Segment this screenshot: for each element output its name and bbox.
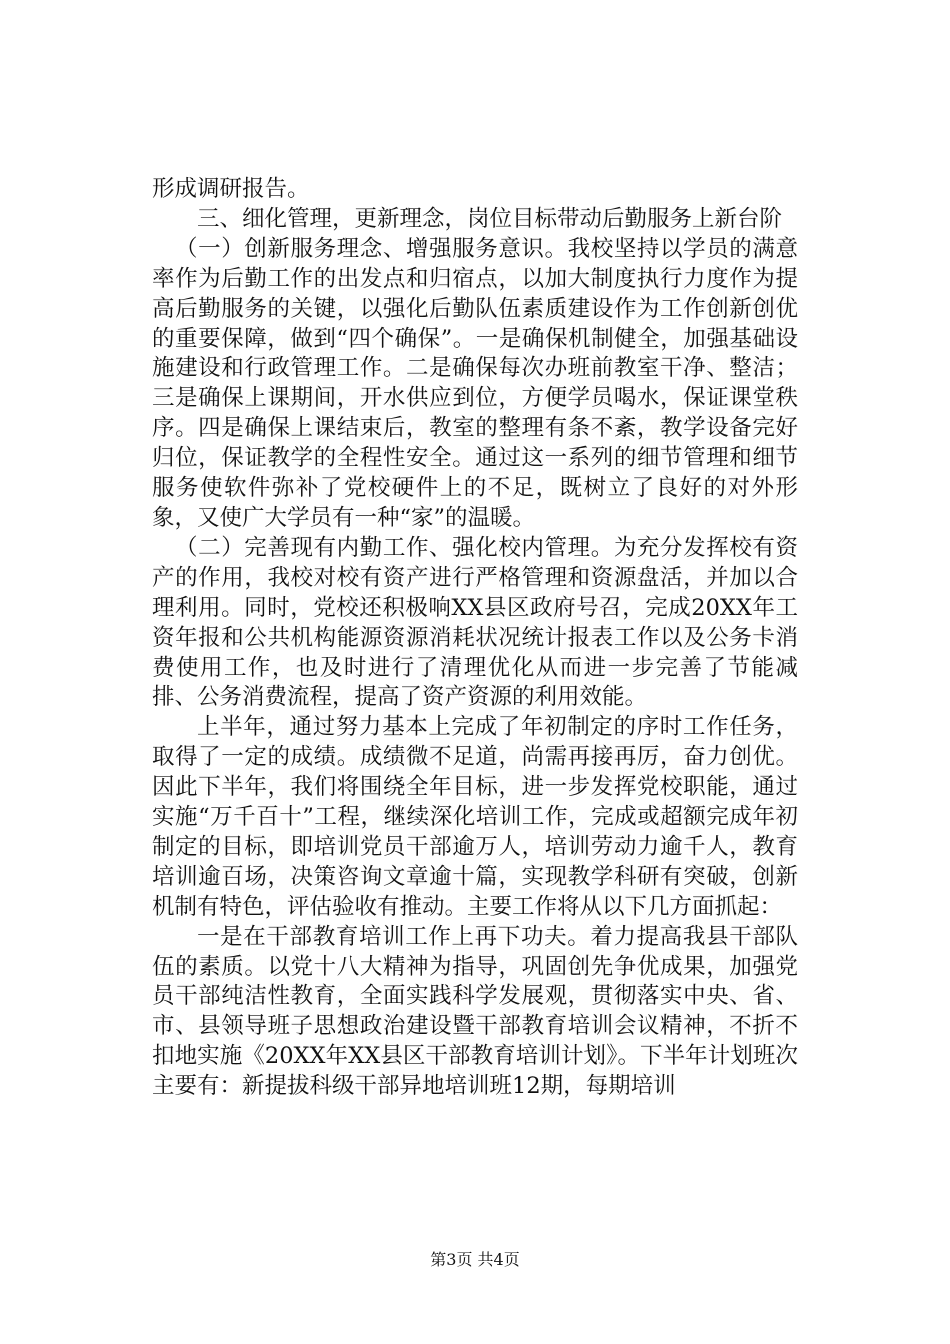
- section-heading: 三、细化管理，更新理念，岗位目标带动后勤服务上新台阶: [197, 205, 783, 232]
- paragraph-service-concept: （一）创新服务理念、增强服务意识。我校坚持以学员的满意率作为后勤工作的出发点和归宿点，以加大制度执行力度作为提高后勤服务的关键，以强化后勤队伍素质建设作为工作创新创优的重要保障，做到“四个确保”。一是确保机制健全，加强基础设施建设和行政管理工作。二是确保每次办班前教室干净、整洁；三是确保上课期间，开水供应到位，方便学员喝水，保证课堂秩序。四是确保上课结束后，教室的整理有条不紊，教学设备完好归位，保证教学的全程性安全。通过这一系列的细节管理和细节服务使软件弥补了党校硬件上的不足，既树立了良好的对外形象，又使广大学员有一种“家”的温暖。: [152, 235, 798, 531]
- page-footer: 第3页 共4页: [430, 1250, 520, 1269]
- paragraph-cadre-training: 一是在干部教育培训工作上再下功夫。着力提高我县干部队伍的素质。以党十八大精神为指导，巩固创先争优成果，加强党员干部纯洁性教育，全面实践科学发展观，贯彻落实中央、省、市、县领导班子思想政治建设暨干部教育培训会议精神，不折不扣地实施《20XX年XX县区干部教育培训计划》。下半年计划班次主要有：新提拔科级干部异地培训班12期，每期培训: [152, 923, 798, 1100]
- paragraph-continuation: 形成调研报告。: [152, 176, 310, 202]
- paragraph-internal-management: （二）完善现有内勤工作、强化校内管理。为充分发挥校有资产的作用，我校对校有资产进行严格管理和资源盘活，并加以合理利用。同时，党校还积极响XX县区政府号召，完成20XX年工资年报和公共机构能源资源消耗状况统计报表工作以及公务卡消费使用工作，也及时进行了清理优化从而进一步完善了节能减排、公务消费流程，提高了资产资源的利用效能。: [152, 534, 798, 711]
- document-body: [152, 175, 798, 1102]
- paragraph-first-half-summary: 上半年，通过努力基本上完成了年初制定的序时工作任务，取得了一定的成绩。成绩微不足道，尚需再接再厉，奋力创优。因此下半年，我们将围绕全年目标，进一步发挥党校职能，通过实施“万千百十”工程，继续深化培训工作，完成或超额完成年初制定的目标，即培训党员干部逾万人，培训劳动力逾千人，教育培训逾百场，决策咨询文章逾十篇，实现教学科研有突破，创新机制有特色，评估验收有推动。主要工作将从以下几方面抓起：: [152, 714, 798, 920]
